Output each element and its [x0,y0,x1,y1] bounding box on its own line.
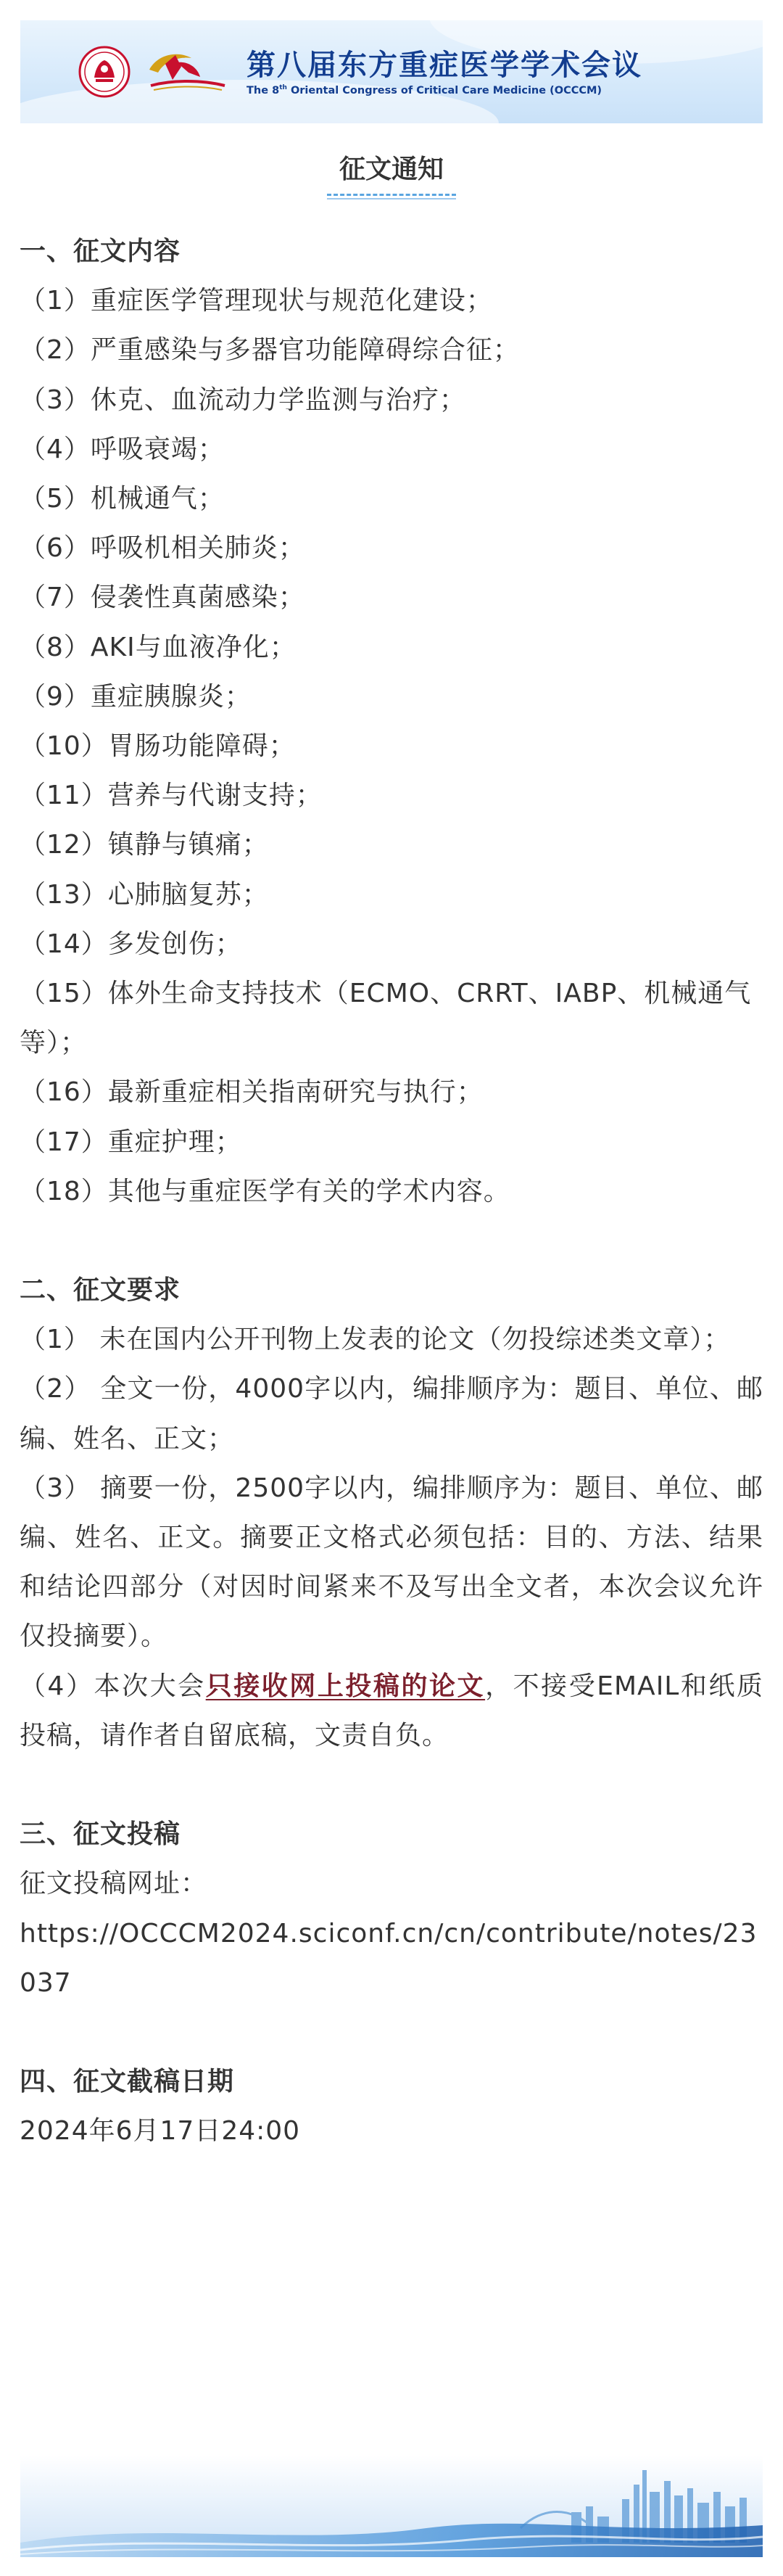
list-item: （7）侵袭性真菌感染； [20,583,305,613]
section-heading-requirements: 二、征文要求 [20,1275,181,1306]
list-item: （11）营养与代谢支持； [20,781,323,811]
list-item: （8）AKI与血液净化； [20,632,297,662]
list-item: （3）休克、血流动力学监测与治疗； [20,384,466,415]
list-item: （16）最新重症相关指南研究与执行； [20,1077,484,1108]
section-spacer [20,1217,763,1266]
list-item: （3） 摘要一份，2500字以内，编排顺序为：题目、单位、邮编、姓名、正文。摘要正文格式必须包括：目的、方法、结果和结论四部分（对因时间紧来不及写出全文者，本次会议允许仅投摘要）。 [20,1473,763,1652]
section-spacer [20,1761,763,1810]
list-item: （2） 全文一份，4000字以内，编排顺序为：题目、单位、邮编、姓名、正文； [20,1374,763,1454]
title-underline-divider [327,194,456,196]
list-item: （1） 未在国内公开刊物上发表的论文（勿投综述类文章）； [20,1325,731,1355]
section-heading-content: 一、征文内容 [20,236,181,266]
list-item: （14）多发创伤； [20,929,242,959]
footer-skyline-decoration [20,2456,763,2557]
list-item: （15）体外生命支持技术（ECMO、CRRT、IABP、机械通气等）； [20,979,752,1058]
list-item: （13）心肺脑复苏； [20,879,269,910]
list-item: （5）机械通气； [20,484,225,514]
list-item: （18）其他与重症医学有关的学术内容。 [20,1176,510,1206]
list-item: （4）呼吸衰竭； [20,434,225,464]
section-spacer [20,2008,763,2057]
header-banner [20,20,763,123]
list-item: （10）胃肠功能障碍； [20,731,296,762]
deadline-value: 2024年6月17日24:00 [20,2116,301,2147]
list-item: （4）本次大会只接收网上投稿的论文，不接受EMAIL和纸质投稿，请作者自留底稿，文责自负。 [20,1671,763,1750]
list-item: （12）镇静与镇痛； [20,830,269,860]
section-heading-submission: 三、征文投稿 [20,1819,181,1850]
conference-logo-icon [144,48,231,96]
list-item: （6）呼吸机相关肺炎； [20,533,305,564]
title-underline-divider [327,198,456,199]
banner-subtitle: The 8th Oriental Congress of Critical Care Medicine (OCCCM) [246,84,602,96]
list-item: （9）重症胰腺炎； [20,681,252,712]
banner-title: 第八届东方重症医学学术会议 [246,49,642,82]
list-item: （1）重症医学管理现状与规范化建设； [20,286,493,316]
emphasis-online-only: 只接收网上投稿的论文 [205,1671,486,1701]
list-item: （2）严重感染与多器官功能障碍综合征； [20,335,520,366]
section-heading-deadline: 四、征文截稿日期 [20,2066,235,2096]
society-emblem-icon [78,46,130,98]
list-item: （17）重症护理； [20,1127,242,1157]
submission-url-link[interactable]: https://OCCCM2024.sciconf.cn/cn/contribute/notes/23037 [20,1918,758,1998]
notice-body [20,227,763,2156]
page-title: 征文通知 [339,155,444,184]
submission-url-label: 征文投稿网址： [20,1869,208,1899]
